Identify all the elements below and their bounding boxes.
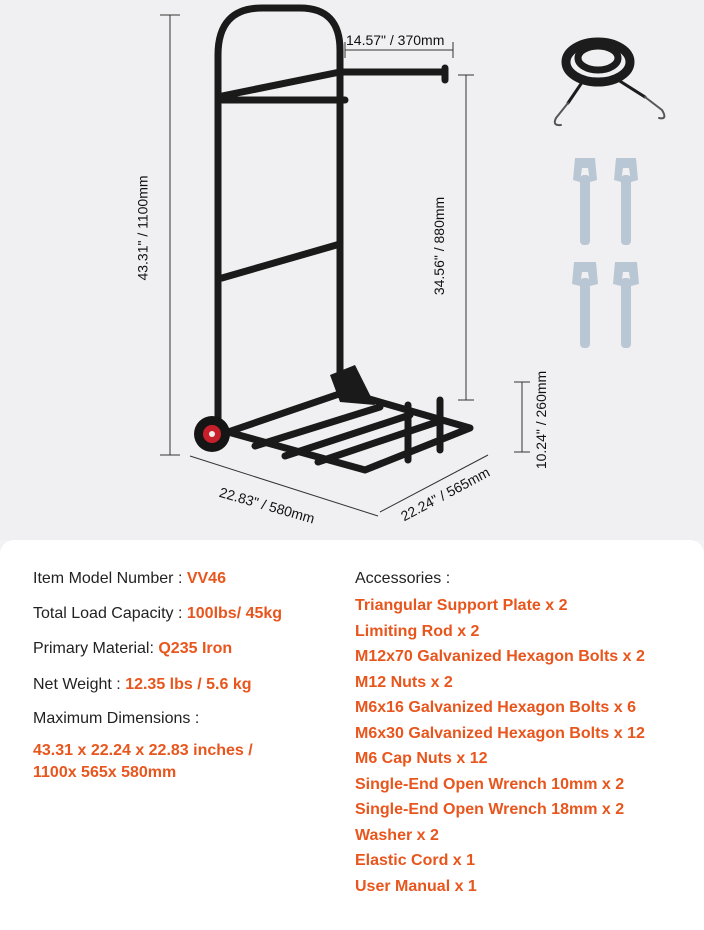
depth-label: 22.24" / 565mm <box>398 463 493 525</box>
list-item: User Manual x 1 <box>355 877 477 895</box>
width-label: 22.83" / 580mm <box>217 484 317 527</box>
weight-label: Net Weight : <box>33 676 126 693</box>
list-item: M6x16 Galvanized Hexagon Bolts x 6 <box>355 699 636 716</box>
weight-value: 12.35 lbs / 5.6 kg <box>125 676 252 693</box>
model-value: VV46 <box>186 570 226 587</box>
list-item: Washer x 2 <box>355 826 439 844</box>
accessories-title: Accessories : <box>355 570 451 587</box>
wheel-icon <box>194 416 230 452</box>
capacity-value: 100lbs/ 45kg <box>186 605 283 622</box>
max-dimensions-inches: 43.31 x 22.24 x 22.83 inches / <box>33 742 253 759</box>
max-dimensions-mm: 1100x 565x 580mm <box>33 764 177 781</box>
load-capacity <box>33 605 282 623</box>
handle-width-label: 14.57" / 370mm <box>346 32 445 48</box>
list-item: M6x30 Galvanized Hexagon Bolts x 12 <box>355 724 645 742</box>
list-item: M6 Cap Nuts x 12 <box>355 750 488 767</box>
capacity-label: Total Load Capacity : <box>33 605 187 622</box>
list-item: Elastic Cord x 1 <box>355 852 476 869</box>
elastic-cord-icon <box>555 42 665 125</box>
total-height-label: 43.31" / 1100mm <box>134 175 151 281</box>
accessories-list <box>355 596 645 902</box>
list-item: Single-End Open Wrench 18mm x 2 <box>355 801 625 818</box>
material-label: Primary Material: <box>33 640 159 657</box>
net-weight <box>33 676 251 694</box>
max-dimensions-label: Maximum Dimensions : <box>33 710 200 727</box>
model-label: Item Model Number : <box>33 570 187 587</box>
list-item: Limiting Rod x 2 <box>355 622 480 640</box>
max-dimensions-value <box>33 740 253 784</box>
material-value: Q235 Iron <box>158 640 233 657</box>
list-item: Triangular Support Plate x 2 <box>355 597 568 614</box>
list-item: M12x70 Galvanized Hexagon Bolts x 2 <box>355 648 645 665</box>
wrench-icons <box>572 158 639 348</box>
frame-height-label: 34.56" / 880mm <box>431 196 448 296</box>
primary-material <box>33 640 232 658</box>
model-number <box>33 570 226 588</box>
base-height-label: 10.24" / 260mm <box>533 370 550 470</box>
list-item: M12 Nuts x 2 <box>355 673 453 691</box>
list-item: Single-End Open Wrench 10mm x 2 <box>355 775 625 793</box>
